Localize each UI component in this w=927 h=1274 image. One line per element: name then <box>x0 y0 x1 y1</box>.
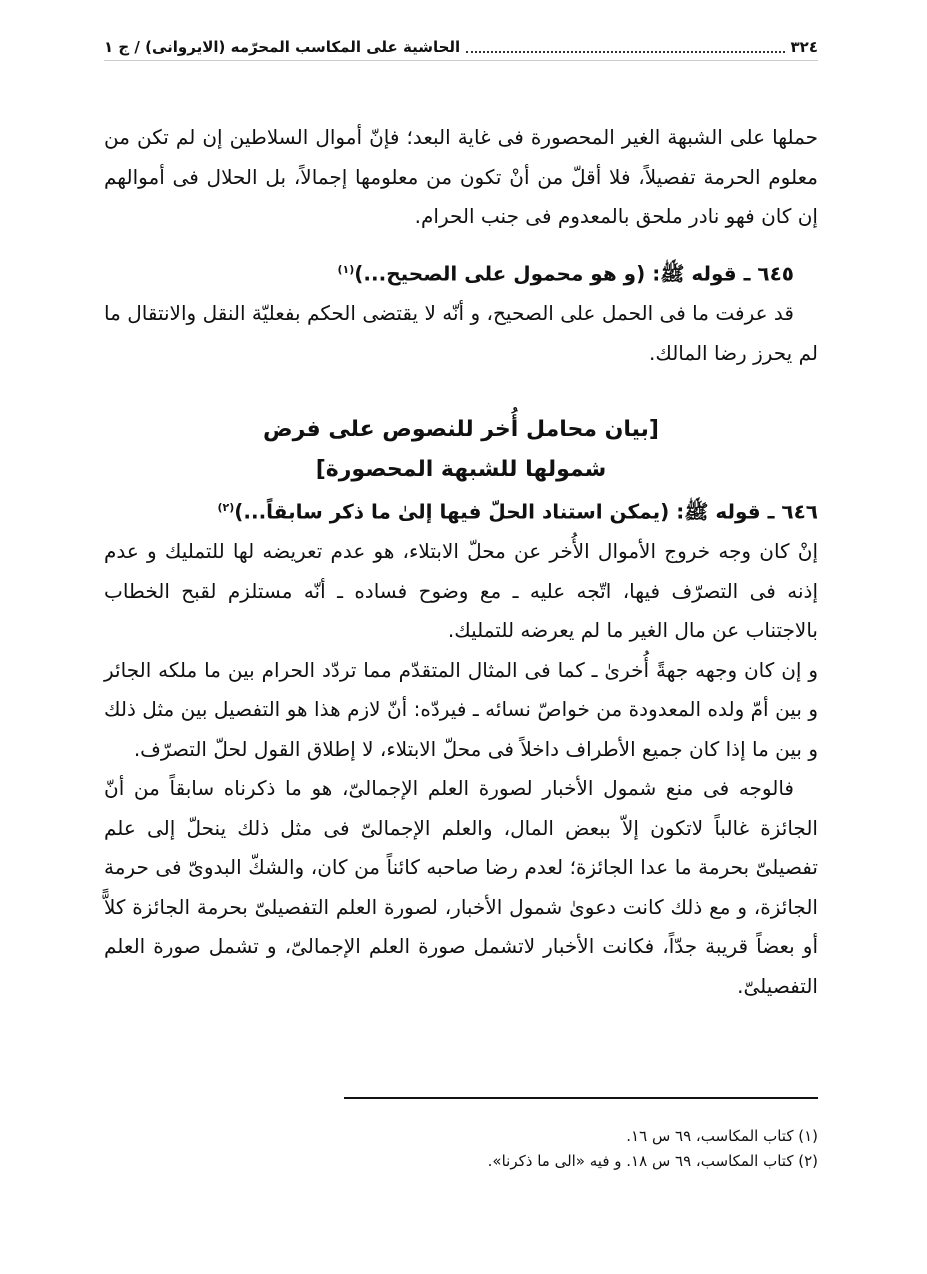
paragraph-text: قد عرفت ما فى الحمل على الصحيح، و أنّه لا يقتضى الحكم بفعليّة النقل والانتقال ما لم يحرز رضا المالك. <box>104 301 818 365</box>
paragraph-text: إنْ كان وجه خروج الأموال الأُخر عن محلّ الابتلاء، هو عدم تعريضه لها للتمليك و عدم إذنه فى التصرّف فيها، اتّجه عليه ـ مع وضوح فساده ـ أنّه مستلزم لقبح الخطاب بالاجتناب عن مال الغير ما لم يعرضه للتمليك. <box>104 539 818 643</box>
header-dot-leader <box>466 41 784 53</box>
item-645-title <box>104 250 818 294</box>
running-header <box>104 34 818 61</box>
paragraph-text: و إن كان وجهه جهةً أُخرىٰ ـ كما فى المثال المتقدّم مما تردّد الحرام بين ما ملكه الجائر و بين أمّ ولده المعدودة من خواصّ نسائه ـ فيردّه: أنّ لازم هذا هو التفصيل بين مثل ذلك و بين ما إذا كان جميع الأطراف داخلاً فى محلّ الابتلاء، لا إطلاق القول لحلّ التصرّف. <box>104 657 818 761</box>
footnote-ref-1[interactable]: (١) <box>337 263 355 276</box>
section-heading <box>104 410 818 490</box>
page-number: ٣٢٤ <box>790 38 818 56</box>
item-645-title-text: ٦٤٥ ـ قوله ﷺ: (و هو محمول على الصحيح...) <box>354 261 794 286</box>
item-646-title-text: ٦٤٦ ـ قوله ﷺ: (يمكن استناد الحلّ فيها إلىٰ ما ذكر سابقاً...) <box>234 499 818 524</box>
paragraph-text: فالوجه فى منع شمول الأخبار لصورة العلم الإجمالىّ، هو ما ذكرناه سابقاً من أنّ الجائزة غالباً لاتكون إلاّ ببعض المال، والعلم الإجمالىّ فى مثل ذلك ينحلّ إلى علم تفصيلىّ بحرمة ما عدا الجائزة؛ لعدم رضا صاحبه كائناً من كان، والشكّ البدوىّ فى حرمة الجائزة، و مع ذلك كانت دعوىٰ شمول الأخبار، لصورة العلم التفصيلىّ بحرمة الجائزة كلاًّ أو بعضاً قريبة جدّاً، فكانت الأخبار لاتشمل صورة العلم الإجمالىّ، و تشمل صورة العلم التفصيلىّ. <box>104 776 818 998</box>
paragraph-text: حملها على الشبهة الغير المحصورة فى غاية البعد؛ فإنّ أموال السلاطين إن لم تكن من معلوم الحرمة تفصيلاً، فلا أقلّ من أنْ تكون من معلومها إجمالاً، بل الحلال فى أموالهم إن كان فهو نادر ملحق بالمعدوم فى جنب الحرام. <box>104 125 818 228</box>
section-heading-line-1: [بيان محامل أُخر للنصوص على فرض <box>263 417 659 442</box>
footnotes <box>488 1124 818 1174</box>
paragraph-continuation <box>104 118 818 237</box>
item-646-title <box>104 488 818 532</box>
item-646 <box>104 488 818 1006</box>
footnote-2: (٢) كتاب المكاسب، ٦٩ س ١٨. و فيه «الى ما ذكرنا». <box>487 1152 818 1170</box>
footnote-divider <box>344 1097 818 1099</box>
footnote-1: (١) كتاب المكاسب، ٦٩ س ١٦. <box>626 1127 818 1145</box>
running-title: الحاشية على المكاسب المحرّمه (الايروانى) / ج ١ <box>104 38 461 56</box>
item-645 <box>104 250 818 373</box>
footnote-ref-2[interactable]: (٢) <box>217 501 235 514</box>
section-heading-line-2: شمولها للشبهة المحصورة] <box>315 457 607 482</box>
